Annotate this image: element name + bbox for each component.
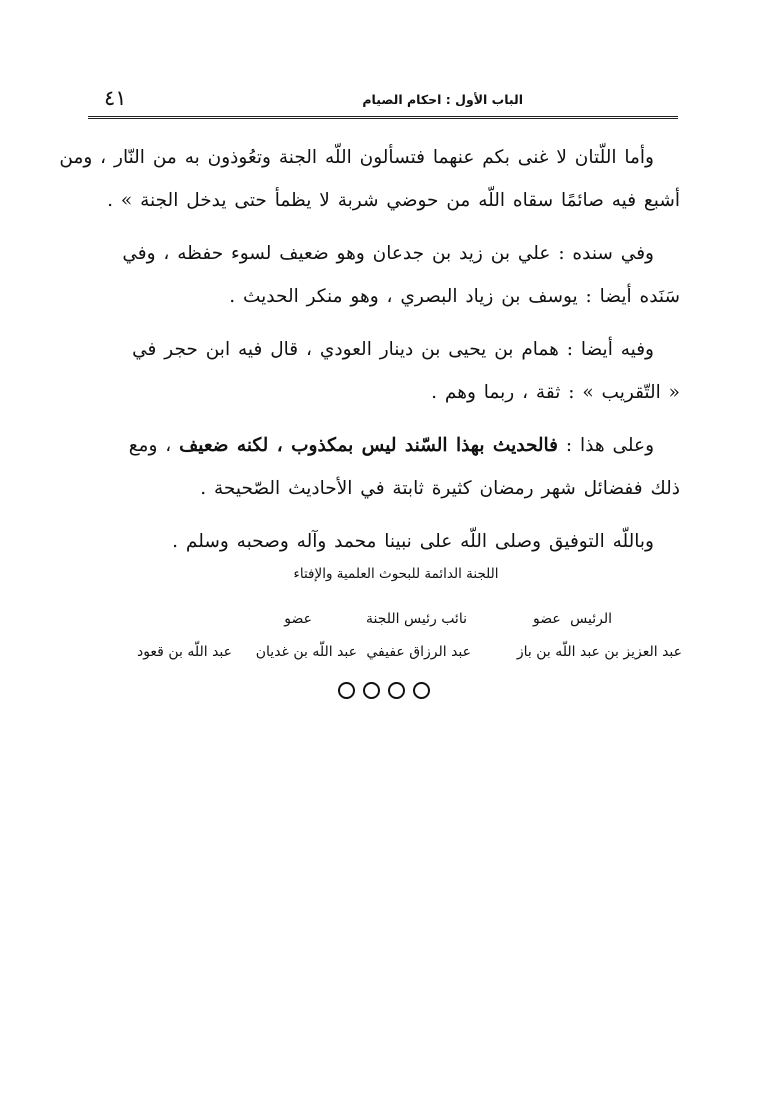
member-role: نائب رئيس اللجنة — [366, 611, 467, 627]
paragraph-text: وعلى هذا : — [558, 435, 654, 456]
paragraph-line: وفيه أيضا : همام بن يحيى بن دينار العودي ، قال فيه ابن حجر في — [132, 339, 654, 360]
member-name: عبد اللّه بن غديان — [255, 644, 357, 660]
header-divider — [88, 116, 678, 119]
paragraph-1 — [59, 136, 680, 222]
paragraph-line: وفي سنده : علي بن زيد بن جدعان وهو ضعيف لسوء حفظه ، وفي — [122, 243, 654, 264]
circle-ornament-icon — [413, 682, 430, 699]
page-header — [88, 84, 678, 118]
paragraph-line: ذلك ففضائل شهر رمضان كثيرة ثابتة في الأحاديث الصّحيحة . — [200, 478, 680, 499]
paragraph-line: وأما اللّتان لا غنى بكم عنهما فتسألون اللّه الجنة وتعُوذون به من النّار ، ومن — [59, 147, 654, 168]
page-number: ٤١ — [104, 86, 127, 110]
document-body — [59, 136, 680, 573]
member-name: عبد الرزاق عفيفي — [366, 644, 471, 660]
paragraph-text: ، ومع — [128, 435, 180, 456]
paragraph-line: أشبع فيه صائمًا سقاه اللّه من حوضي شربة لا يظمأ حتى يدخل الجنة » . — [107, 190, 680, 211]
committee-signatures — [70, 566, 682, 660]
circle-ornament-icon — [363, 682, 380, 699]
paragraph-3 — [95, 328, 680, 414]
member-role: عضو — [284, 611, 312, 627]
paragraph-line: سَنَده أيضا : يوسف بن زياد البصري ، وهو منكر الحديث . — [229, 286, 680, 307]
chapter-title: الباب الأول : احكام الصيام — [362, 92, 523, 107]
paragraph-5 — [95, 520, 680, 563]
paragraph-line: « التّقريب » : ثقة ، ربما وهم . — [431, 382, 680, 403]
paragraph-2 — [95, 232, 680, 318]
paragraph-4 — [95, 424, 680, 510]
member-role: الرئيس — [570, 611, 612, 627]
circle-ornament-icon — [338, 682, 355, 699]
member-name: عبد العزيز بن عبد اللّه بن باز — [516, 644, 682, 660]
committee-names — [70, 644, 682, 666]
member-role: عضو — [533, 611, 561, 627]
circle-ornament-icon — [388, 682, 405, 699]
emphasized-text: فالحديث بهذا السّند ليس بمكذوب ، لكنه ضعيف — [179, 435, 558, 456]
paragraph-line — [95, 424, 680, 467]
member-name: عبد اللّه بن قعود — [136, 644, 232, 660]
committee-roles — [70, 611, 682, 633]
end-ornament — [338, 682, 430, 699]
paragraph-line: وباللّه التوفيق وصلى اللّه على نبينا محمد وآله وصحبه وسلم . — [172, 531, 654, 552]
committee-title: اللجنة الدائمة للبحوث العلمية والإفتاء — [293, 566, 499, 582]
